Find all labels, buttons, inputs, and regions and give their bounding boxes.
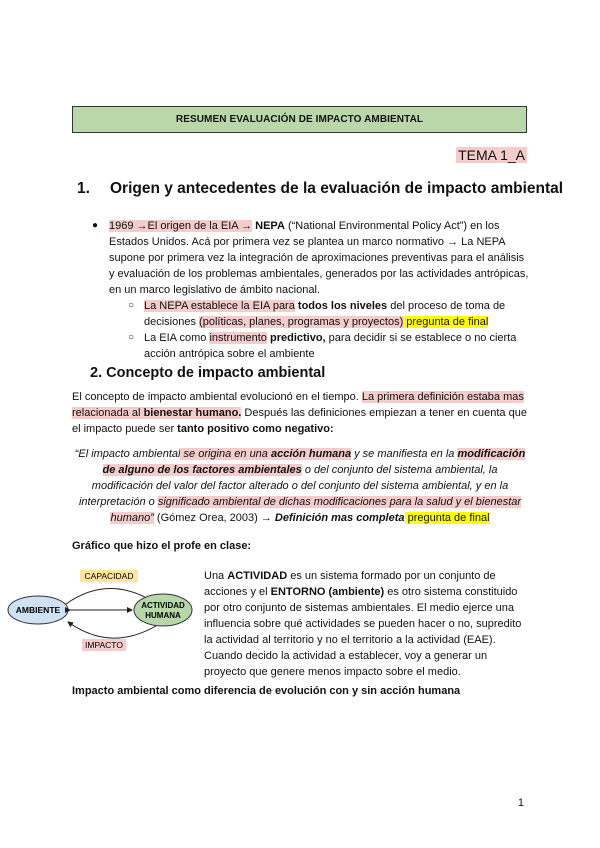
hollow-bullet-icon: ○	[128, 332, 135, 343]
nepa-bold: NEPA	[252, 220, 285, 232]
diagram-explanation	[204, 568, 528, 680]
plain-text: La EIA como	[144, 332, 210, 344]
section-2-paragraph	[72, 389, 528, 437]
quote-text: “El impacto ambiental	[74, 448, 181, 460]
actividad-ellipse	[134, 594, 192, 626]
hollow-bullet-icon: ○	[128, 300, 135, 311]
definition-quote	[72, 446, 528, 526]
sub-list-item	[128, 298, 532, 330]
section-1-number: 1.	[77, 180, 90, 197]
section-1-list	[92, 218, 532, 362]
bold-highlight: modificación de alguno de los factores ambientales	[102, 448, 526, 476]
section-1-heading	[77, 180, 563, 198]
nepa-origin-highlight: 1969 →El origen de la EIA →	[109, 220, 253, 232]
quote-text: o del conjunto del sistema ambiental, la modificación del valor del factor alterado o del conjunto del sistema ambiental, y en la interpretación o	[78, 464, 509, 508]
plain-text: es otro sistema constituido por otro conjunto de sistemas ambientales. El medio ejerce una influencia sobre qué actividades se pueden hacer o no, supredito la actividad al territorio y no el territorio a la actividad (EAE). Cuando decido la actividad a establecer, voy a generar un proyecto que genere menos impacto sobre el medio.	[204, 586, 522, 678]
plain-text: es un sistema formado por un conjunto de acciones y el	[204, 570, 496, 598]
section-1-title: Origen y antecedentes de la evaluación de impacto ambiental	[110, 180, 564, 197]
tema-label: TEMA 1_A	[458, 147, 525, 163]
bold-text: ACTIVIDAD	[227, 570, 288, 582]
plain-text: Una	[204, 570, 228, 582]
humana-label: HUMANA	[145, 611, 181, 620]
plain-text: Después las definiciones empiezan a tener en cuenta que el impacto puede ser	[72, 407, 527, 435]
sub-list-item	[128, 330, 532, 362]
actividad-label: ACTIVIDAD	[141, 601, 185, 610]
ambiente-label: AMBIENTE	[15, 605, 61, 615]
highlight: La primera definición estaba mas relacionada al	[72, 391, 524, 419]
highlight: se origina en una	[180, 448, 271, 460]
bold-text: todos los niveles	[294, 300, 388, 312]
plain-text: para decidir si se establece o no cierta acción antrópica sobre el ambiente	[144, 332, 517, 360]
bold-text: predictivo,	[266, 332, 326, 344]
highlight: La NEPA establece la EIA para	[144, 300, 295, 312]
activity-environment-diagram	[6, 566, 202, 656]
sub-item-text	[144, 330, 532, 362]
impact-arrow	[68, 622, 156, 638]
page-number: 1	[517, 797, 524, 809]
document-title: RESUMEN EVALUACIÓN DE IMPACTO AMBIENTAL	[72, 106, 527, 133]
bold-text: ENTORNO (ambiente)	[270, 586, 385, 598]
exam-note-highlight: pregunta de final	[403, 316, 489, 328]
highlight: instrumento	[209, 332, 267, 344]
capacidad-label: CAPACIDAD	[84, 571, 134, 581]
sub-list	[128, 298, 532, 362]
plain-text: El concepto de impacto ambiental evolucionó en el tiempo.	[72, 391, 362, 403]
bold-highlight: bienestar humano.	[143, 407, 242, 419]
quote-text: y se manifiesta en la	[351, 448, 458, 460]
bold-highlight: acción humana	[270, 448, 352, 460]
highlight: (políticas, planes, programas y proyectos)	[199, 316, 404, 328]
list-item-text	[109, 218, 532, 298]
bullet-icon: ●	[92, 220, 99, 231]
exam-note-highlight: pregunta de final	[404, 512, 490, 524]
impacto-label: IMPACTO	[85, 640, 123, 650]
section-2-heading: 2. Concepto de impacto ambiental	[90, 365, 326, 381]
bold-text: tanto positivo como negativo:	[177, 423, 334, 435]
nepa-description: (“National Environmental Policy Act”) en los Estados Unidos. Acá por primera vez se plantea un marco normativo → La NEPA supone por primera vez la integración de aproximaciones preventivas para el análisis y evaluación de los problemas ambientales, generados por las actividades antrópicas, en un marco legislativo de ámbito nacional.	[109, 220, 529, 296]
highlight: significado ambiental de dichas modificaciones para la salud y el bienestar humano”	[110, 496, 522, 524]
bold-text: Definición mas completa	[274, 512, 405, 524]
impact-subheading: Impacto ambiental como diferencia de evolución con y sin acción humana	[72, 685, 461, 697]
citation	[154, 512, 490, 524]
sub-item-text	[144, 298, 532, 330]
graphic-caption: Gráfico que hizo el profe en clase:	[72, 540, 252, 552]
plain-text: del proceso de toma de decisiones	[144, 300, 506, 328]
list-item	[92, 218, 532, 298]
citation-text: (Gómez Orea, 2003) →	[153, 512, 275, 524]
